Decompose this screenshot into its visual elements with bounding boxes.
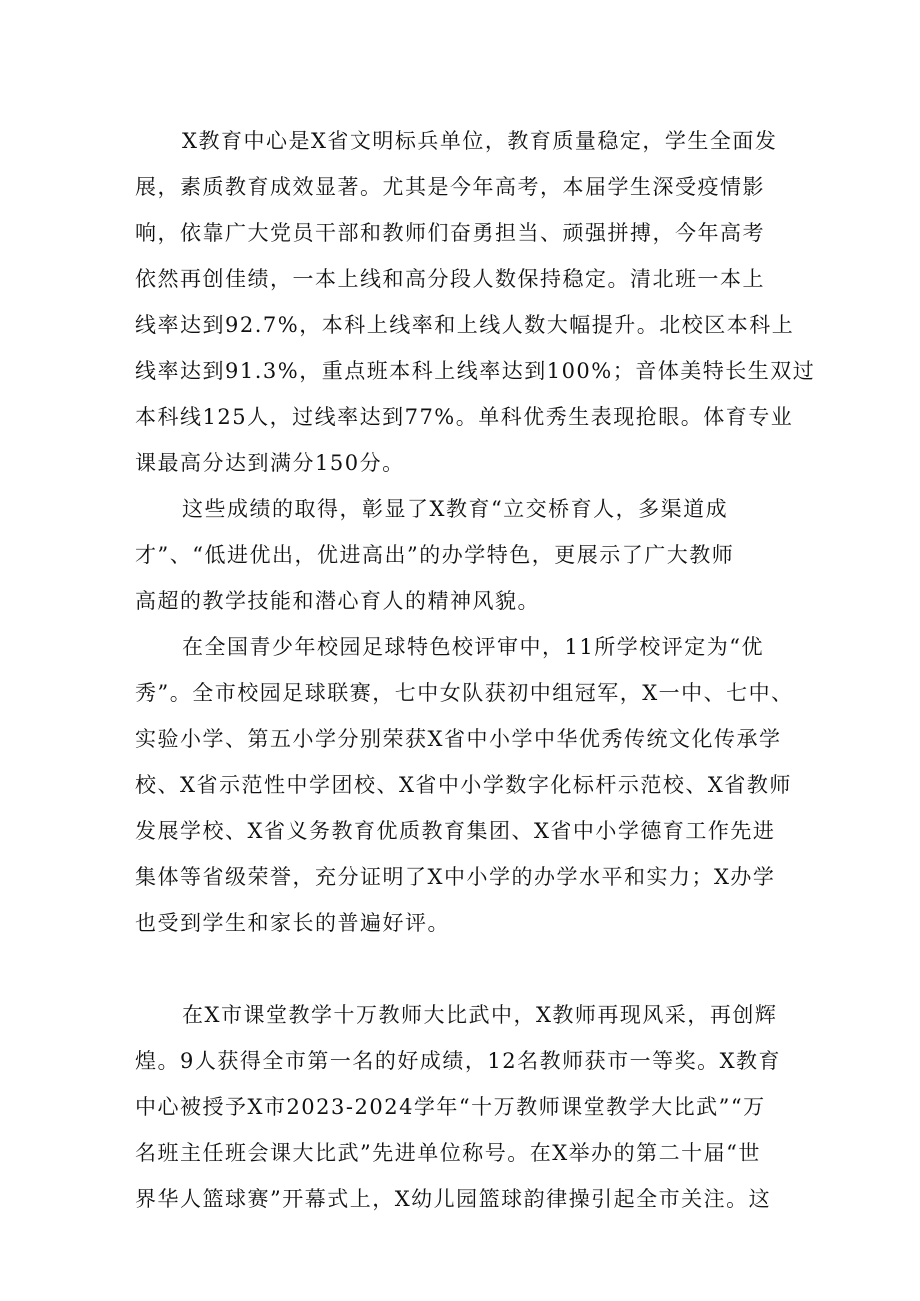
paragraph-2: [135, 486, 795, 624]
text-line: 这些成绩的取得，彰显了X教育“立交桥育人，多渠道成: [182, 497, 729, 521]
text-line: 中心被授予X市2023-2024学年“十万教师课堂教学大比武”“万: [135, 1095, 766, 1119]
text-line: 展，素质教育成效显著。尤其是今年高考，本届学生深受疫情影: [135, 175, 765, 199]
paragraph-4: [135, 992, 795, 1222]
text-line: 界华人篮球赛”开幕式上，X幼儿园篮球韵律操引起全市关注。这: [135, 1187, 772, 1211]
text-line: 才”、“低进优出，优进高出”的办学特色，更展示了广大教师: [135, 543, 735, 567]
text-line: 也受到学生和家长的普遍好评。: [135, 911, 450, 935]
text-line: 高超的教学技能和潜心育人的精神风貌。: [135, 589, 540, 613]
text-line: 煌。9人获得全市第一名的好成绩，12名教师获市一等奖。X教育: [135, 1049, 782, 1073]
text-line: 本科线125人，过线率达到77%。单科优秀生表现抢眼。体育专业: [135, 405, 794, 429]
text-line: 实验小学、第五小学分别荣获X省中小学中华优秀传统文化传承学: [135, 727, 782, 751]
text-line: X教育中心是X省文明标兵单位，教育质量稳定，学生全面发: [182, 129, 778, 153]
text-line: 课最高分达到满分150分。: [135, 451, 405, 475]
text-line: 集体等省级荣誉，充分证明了X中小学的办学水平和实力；X办学: [135, 865, 776, 889]
text-line: 名班主任班会课大比武”先进单位称号。在X举办的第二十届“世: [135, 1141, 761, 1165]
paragraph-3: [135, 624, 795, 992]
document-page: [135, 118, 816, 1222]
text-line: 秀”。全市校园足球联赛，七中女队获初中组冠军，X一中、七中、: [135, 681, 794, 705]
text-line: 校、X省示范性中学团校、X省中小学数字化标杆示范校、X省教师: [135, 773, 792, 797]
text-line: 发展学校、X省义务教育优质教育集团、X省中小学德育工作先进: [135, 819, 776, 843]
text-line: 在全国青少年校园足球特色校评审中，11所学校评定为“优: [182, 635, 764, 659]
text-line: [135, 946, 795, 992]
text-line: 线率达到91.3%，重点班本科上线率达到100%；音体美特长生双过: [135, 359, 816, 383]
text-line: 响，依靠广大党员干部和教师们奋勇担当、顽强拼搏，今年高考: [135, 221, 765, 245]
text-line: 依然再创佳绩，一本上线和高分段人数保持稳定。清北班一本上: [135, 267, 765, 291]
text-line: 线率达到92.7%，本科上线率和上线人数大幅提升。北校区本科上: [135, 313, 795, 337]
paragraph-1: [135, 118, 816, 486]
text-line: 在X市课堂教学十万教师大比武中，X教师再现风采，再创辉: [182, 1003, 778, 1027]
